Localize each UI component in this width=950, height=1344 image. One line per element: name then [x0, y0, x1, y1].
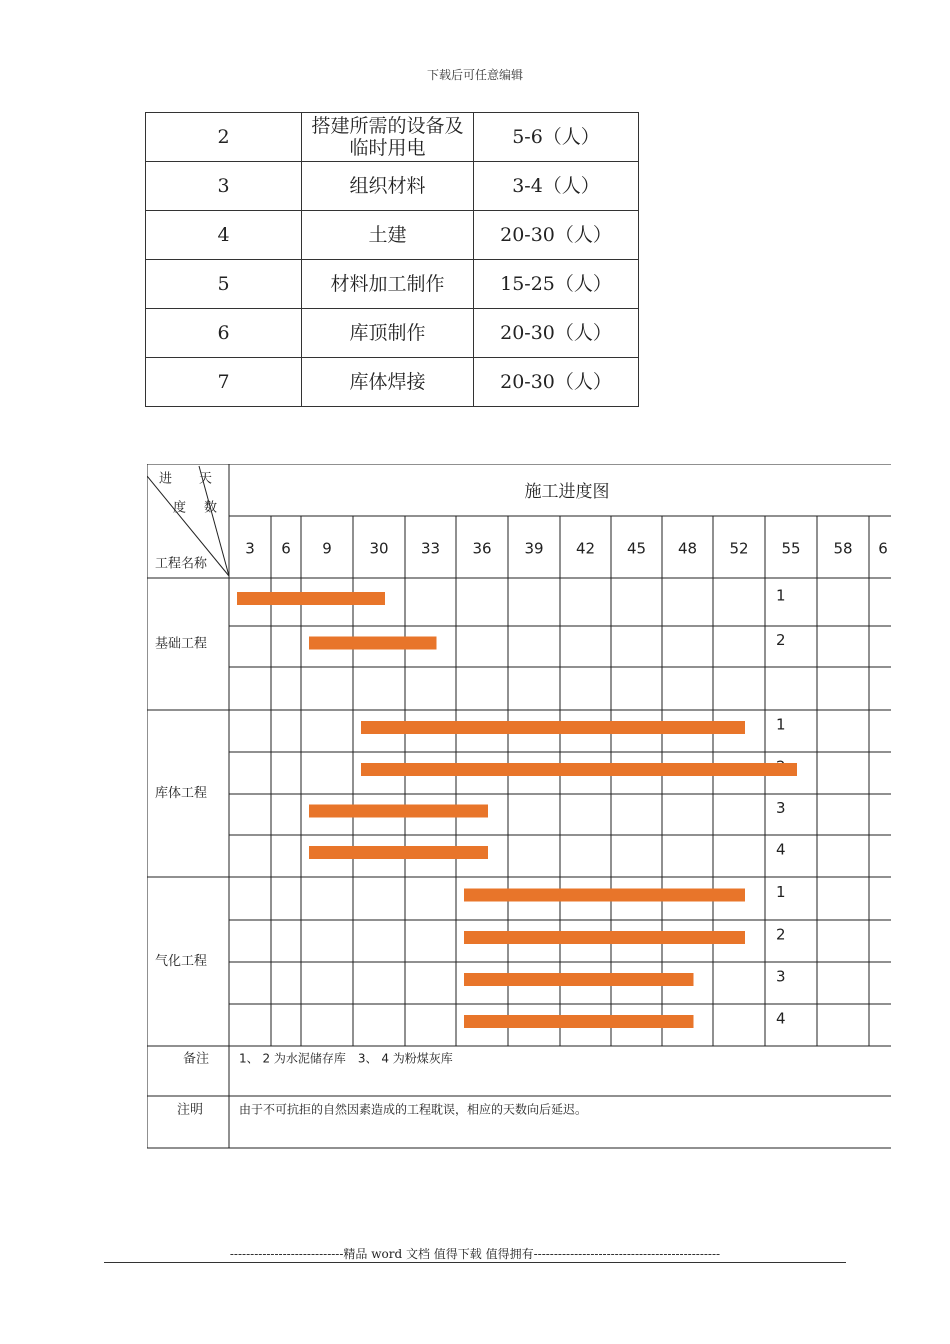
staff-no-cell: 3	[146, 162, 302, 211]
staff-people-cell: 20-30（人）	[474, 211, 639, 260]
gantt-bar	[464, 931, 745, 944]
staff-task-cell: 材料加工制作	[302, 260, 474, 309]
staff-task-cell: 搭建所需的设备及临时用电	[302, 113, 474, 162]
note-label: 注明	[177, 1102, 204, 1118]
staff-task-cell: 组织材料	[302, 162, 474, 211]
row-number-label: 1	[776, 715, 786, 734]
gantt-bar	[237, 592, 385, 605]
corner-label: 工程名称	[155, 556, 208, 572]
staff-no-cell: 7	[146, 358, 302, 407]
row-number-label: 3	[776, 799, 786, 817]
gantt-chart	[147, 464, 891, 1148]
group-label: 基础工程	[155, 636, 208, 652]
gantt-bar	[309, 805, 488, 818]
tick-label: 45	[626, 539, 647, 558]
group-label: 库体工程	[155, 786, 208, 801]
gantt-bar	[309, 846, 488, 859]
staff-task-cell: 库顶制作	[302, 309, 474, 358]
tick-label: 39	[524, 539, 544, 558]
row-number-label: 4	[776, 840, 786, 859]
tick-label: 33	[420, 539, 441, 558]
tick-label: 6	[281, 539, 291, 558]
tick-label: 52	[729, 539, 749, 558]
staff-no-cell: 2	[146, 113, 302, 162]
gantt-bar	[464, 1015, 694, 1028]
staff-row	[146, 113, 639, 162]
corner-label: 进	[159, 471, 173, 487]
staff-people-cell: 20-30（人）	[474, 358, 639, 407]
staff-people-cell: 3-4（人）	[474, 162, 639, 211]
tick-label: 42	[575, 539, 596, 558]
staff-row	[146, 211, 639, 260]
page-footer: ----------------------------精品 word 文档 值得下载 值得拥有----------------------------------------------	[229, 1247, 721, 1261]
gantt-bar	[464, 973, 694, 986]
group-label: 气化工程	[155, 954, 208, 969]
page-header: 下载后可任意编辑	[426, 68, 523, 82]
row-number-label: 2	[776, 631, 786, 649]
gantt-bar	[309, 637, 437, 650]
tick-label: 6	[878, 539, 888, 558]
row-number-label: 1	[776, 586, 786, 605]
gantt-bar	[361, 763, 797, 776]
staff-task-cell: 库体焊接	[302, 358, 474, 407]
tick-label: 9	[322, 539, 332, 558]
remark-text: 1、 2 为水泥储存库 3、 4 为粉煤灰库	[239, 1051, 453, 1066]
tick-label: 30	[369, 539, 389, 558]
row-number-label: 4	[776, 1009, 786, 1028]
note-text: 由于不可抗拒的自然因素造成的工程耽误，相应的天数向后延迟。	[239, 1102, 588, 1117]
staff-row	[146, 260, 639, 309]
corner-label: 天	[199, 471, 213, 487]
tick-label: 36	[472, 539, 492, 558]
remark-label: 备注	[183, 1051, 210, 1067]
staff-row	[146, 309, 639, 358]
tick-label: 55	[781, 539, 801, 558]
staff-no-cell: 6	[146, 309, 302, 358]
row-number-label: 1	[776, 883, 786, 901]
staff-table	[145, 112, 639, 407]
footer-rule	[104, 1262, 846, 1263]
tick-label: 48	[677, 539, 698, 558]
gantt-bar	[361, 721, 745, 734]
staff-people-cell: 5-6（人）	[474, 113, 639, 162]
staff-no-cell: 5	[146, 260, 302, 309]
gantt-bar	[464, 889, 745, 902]
staff-row	[146, 358, 639, 407]
tick-label: 58	[833, 539, 853, 558]
staff-people-cell: 20-30（人）	[474, 309, 639, 358]
row-number-label: 3	[776, 967, 786, 986]
row-number-label: 2	[776, 925, 786, 944]
staff-task-cell: 土建	[302, 211, 474, 260]
staff-row	[146, 162, 639, 211]
staff-people-cell: 15-25（人）	[474, 260, 639, 309]
corner-label: 数	[204, 500, 218, 516]
tick-label: 3	[245, 539, 255, 558]
corner-label: 度	[173, 500, 187, 516]
chart-title: 施工进度图	[524, 482, 610, 502]
staff-no-cell: 4	[146, 211, 302, 260]
